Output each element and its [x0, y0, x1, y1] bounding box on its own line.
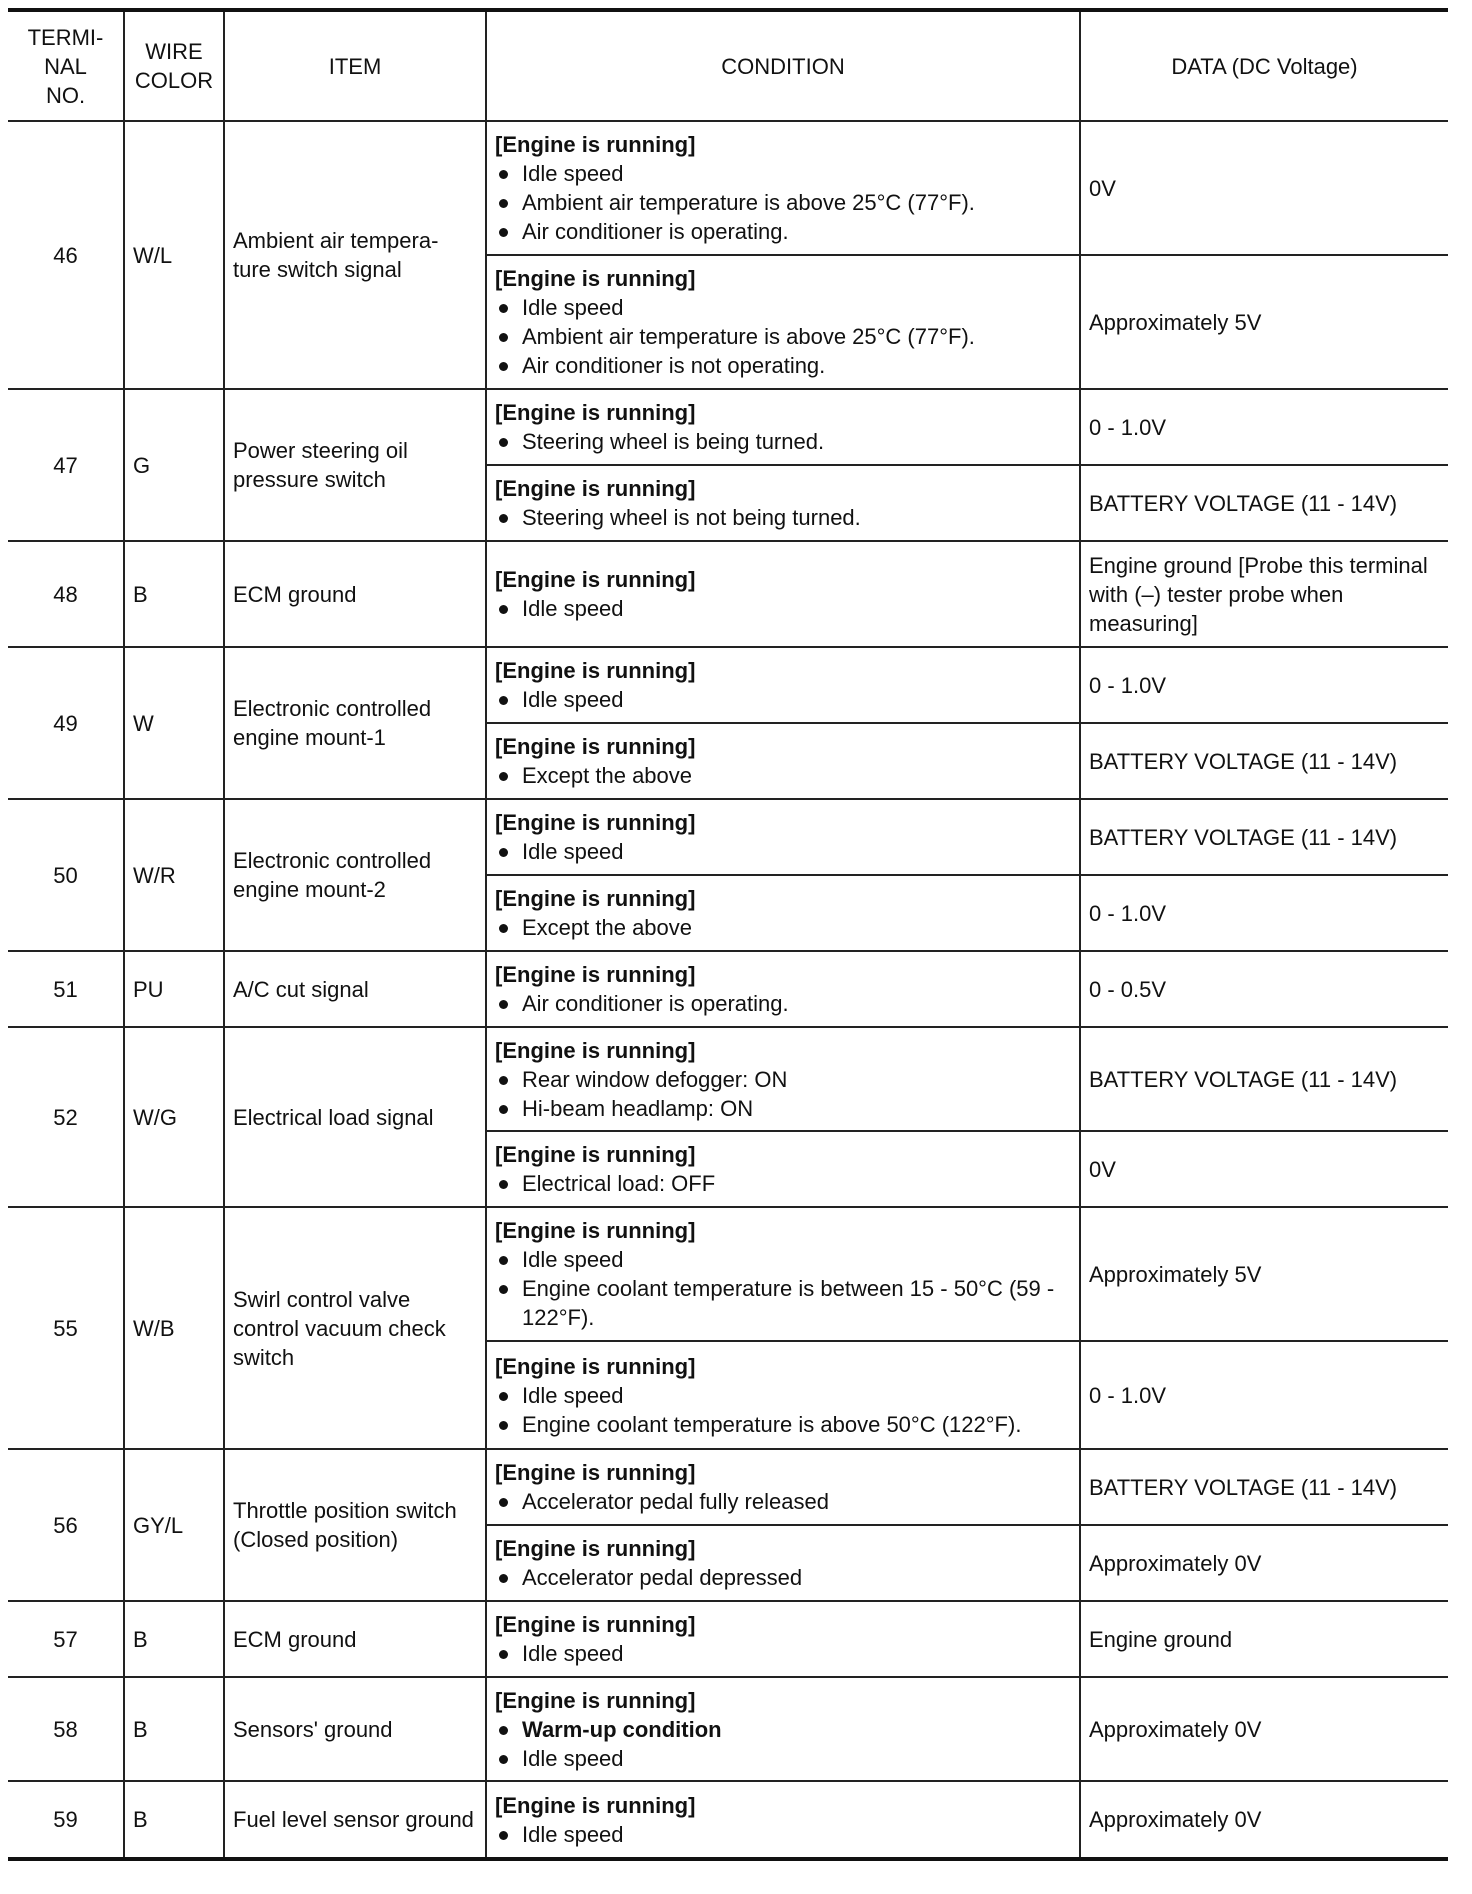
terminal-no: 50	[8, 799, 124, 951]
wire-color: GY/L	[124, 1449, 224, 1601]
item-name: Fuel level sensor ground	[224, 1781, 486, 1859]
condition-cell	[486, 1449, 1080, 1525]
data-value: Approximately 5V	[1080, 1207, 1448, 1341]
condition-bullet: Warm-up condition	[495, 1715, 1071, 1744]
condition-title: [Engine is running]	[495, 266, 696, 291]
item-name: Power steering oil pressure switch	[224, 389, 486, 541]
condition-bullet: Except the above	[495, 761, 1071, 790]
table-row	[8, 1677, 1448, 1781]
condition-bullet: Rear window defogger: ON	[495, 1065, 1071, 1094]
item-name: A/C cut signal	[224, 951, 486, 1027]
terminal-no: 55	[8, 1207, 124, 1449]
data-value: BATTERY VOLTAGE (11 - 14V)	[1080, 799, 1448, 875]
table-row	[8, 799, 1448, 875]
terminal-data-table	[8, 8, 1448, 1861]
condition-bullet: Steering wheel is being turned.	[495, 427, 1071, 456]
wire-color: G	[124, 389, 224, 541]
table-row	[8, 951, 1448, 1027]
terminal-no: 57	[8, 1601, 124, 1677]
condition-cell	[486, 1781, 1080, 1859]
terminal-no: 58	[8, 1677, 124, 1781]
condition-cell	[486, 875, 1080, 951]
condition-title: [Engine is running]	[495, 886, 696, 911]
table-row	[8, 1207, 1448, 1341]
condition-title: [Engine is running]	[495, 1687, 696, 1713]
condition-bullet: Idle speed	[495, 837, 1071, 866]
condition-bullet: Idle speed	[495, 1820, 1071, 1849]
condition-bullet: Idle speed	[495, 594, 1071, 623]
wire-color: W/B	[124, 1207, 224, 1449]
wire-color: W/R	[124, 799, 224, 951]
condition-bullet: Accelerator pedal depressed	[495, 1563, 1071, 1592]
condition-bullet: Electrical load: OFF	[495, 1169, 1071, 1198]
terminal-no: 56	[8, 1449, 124, 1601]
condition-title: [Engine is running]	[495, 1536, 696, 1561]
condition-title: [Engine is running]	[495, 1037, 696, 1063]
item-name: ECM ground	[224, 1601, 486, 1677]
terminal-no: 46	[8, 121, 124, 389]
wire-color: PU	[124, 951, 224, 1027]
condition-bullet: Idle speed	[495, 1639, 1071, 1668]
header-condition: CONDITION	[486, 10, 1080, 121]
condition-bullet: Idle speed	[495, 159, 1071, 188]
table-row	[8, 1449, 1448, 1525]
header-wire-color	[124, 10, 224, 121]
terminal-no: 49	[8, 647, 124, 799]
table-row	[8, 647, 1448, 723]
data-value: BATTERY VOLTAGE (11 - 14V)	[1080, 1449, 1448, 1525]
header-wire-line: COLOR	[134, 68, 214, 93]
terminal-no: 48	[8, 541, 124, 647]
table-row	[8, 121, 1448, 255]
condition-bullet: Idle speed	[495, 685, 1071, 714]
data-value: Approximately 0V	[1080, 1677, 1448, 1781]
header-wire-line: WIRE	[145, 39, 203, 64]
condition-cell	[486, 1131, 1080, 1207]
condition-bullet: Steering wheel is not being turned.	[495, 503, 1071, 532]
condition-title: [Engine is running]	[495, 810, 696, 835]
data-value: 0 - 1.0V	[1080, 647, 1448, 723]
data-value: 0 - 1.0V	[1080, 1341, 1448, 1449]
header-terminal-no	[8, 10, 124, 121]
table-row	[8, 1781, 1448, 1859]
condition-bullet: Idle speed	[495, 1381, 1071, 1410]
data-value: Approximately 5V	[1080, 255, 1448, 389]
data-value: Engine ground [Probe this terminal with (–) tester probe when measuring]	[1080, 541, 1448, 647]
wire-color: W/G	[124, 1027, 224, 1207]
header-item: ITEM	[224, 10, 486, 121]
item-name: Sensors' ground	[224, 1677, 486, 1781]
condition-cell	[486, 1677, 1080, 1781]
wire-color: W/L	[124, 121, 224, 389]
condition-cell	[486, 799, 1080, 875]
table-row	[8, 389, 1448, 465]
condition-title: [Engine is running]	[495, 1142, 696, 1167]
header-terminal-line: NO.	[45, 82, 86, 108]
item-name: Electronic controlled engine mount-1	[224, 647, 486, 799]
terminal-no: 51	[8, 951, 124, 1027]
condition-title: [Engine is running]	[495, 1353, 696, 1379]
condition-cell	[486, 389, 1080, 465]
data-value: Engine ground	[1080, 1601, 1448, 1677]
condition-cell	[486, 1601, 1080, 1677]
condition-title: [Engine is running]	[495, 1612, 696, 1637]
condition-title: [Engine is running]	[495, 658, 696, 683]
condition-cell	[486, 121, 1080, 255]
wire-color: B	[124, 1601, 224, 1677]
data-value: 0 - 1.0V	[1080, 875, 1448, 951]
condition-cell	[486, 1341, 1080, 1449]
condition-cell	[486, 541, 1080, 647]
wire-color: B	[124, 541, 224, 647]
condition-bullet: Ambient air temperature is above 25°C (77°F).	[495, 188, 1071, 217]
terminal-no: 52	[8, 1027, 124, 1207]
table-row	[8, 1601, 1448, 1677]
condition-bullet: Engine coolant temperature is between 15 - 50°C (59 - 122°F).	[495, 1274, 1071, 1332]
condition-cell	[486, 1525, 1080, 1601]
page	[8, 8, 1448, 1861]
item-name: Electrical load signal	[224, 1027, 486, 1207]
condition-title: [Engine is running]	[495, 962, 696, 987]
data-value: BATTERY VOLTAGE (11 - 14V)	[1080, 1027, 1448, 1131]
item-name: Electronic controlled engine mount-2	[224, 799, 486, 951]
condition-bullet: Air conditioner is operating.	[495, 989, 1071, 1018]
condition-cell	[486, 465, 1080, 541]
condition-title: [Engine is running]	[495, 567, 696, 592]
wire-color: B	[124, 1677, 224, 1781]
condition-bullet: Accelerator pedal fully released	[495, 1487, 1071, 1516]
table-row	[8, 1027, 1448, 1131]
condition-cell	[486, 1027, 1080, 1131]
condition-bullet: Air conditioner is operating.	[495, 217, 1071, 246]
item-name: Throttle position switch (Closed position)	[224, 1449, 486, 1601]
condition-title: [Engine is running]	[495, 734, 696, 759]
condition-cell	[486, 255, 1080, 389]
condition-cell	[486, 951, 1080, 1027]
condition-title: [Engine is running]	[495, 1460, 696, 1485]
condition-bullet: Except the above	[495, 913, 1071, 942]
condition-title: [Engine is running]	[495, 476, 696, 501]
condition-cell	[486, 723, 1080, 799]
header-data: DATA (DC Voltage)	[1080, 10, 1448, 121]
condition-bullet: Idle speed	[495, 1245, 1071, 1274]
condition-bullet: Air conditioner is not operating.	[495, 351, 1071, 380]
condition-cell	[486, 647, 1080, 723]
condition-title: [Engine is running]	[495, 400, 696, 425]
data-value: 0 - 0.5V	[1080, 951, 1448, 1027]
condition-bullet: Idle speed	[495, 293, 1071, 322]
header-terminal-line: NAL	[44, 53, 87, 79]
data-value: 0 - 1.0V	[1080, 389, 1448, 465]
terminal-no: 47	[8, 389, 124, 541]
data-value: Approximately 0V	[1080, 1525, 1448, 1601]
condition-cell	[486, 1207, 1080, 1341]
header-terminal-line: TERMI-	[27, 24, 104, 50]
table-header-row	[8, 10, 1448, 121]
data-value: 0V	[1080, 1131, 1448, 1207]
condition-title: [Engine is running]	[495, 1792, 696, 1818]
data-value: Approximately 0V	[1080, 1781, 1448, 1859]
item-name: Swirl control valve control vacuum check switch	[224, 1207, 486, 1449]
wire-color: W	[124, 647, 224, 799]
table-row	[8, 541, 1448, 647]
condition-title: [Engine is running]	[495, 1218, 696, 1243]
condition-bullet: Ambient air temperature is above 25°C (77°F).	[495, 322, 1071, 351]
condition-bullet: Idle speed	[495, 1744, 1071, 1773]
terminal-no: 59	[8, 1781, 124, 1859]
wire-color: B	[124, 1781, 224, 1859]
data-value: 0V	[1080, 121, 1448, 255]
condition-title: [Engine is running]	[495, 132, 696, 157]
data-value: BATTERY VOLTAGE (11 - 14V)	[1080, 465, 1448, 541]
item-name: Ambient air tempera- ture switch signal	[224, 121, 486, 389]
condition-bullet: Engine coolant temperature is above 50°C (122°F).	[495, 1410, 1071, 1439]
data-value: BATTERY VOLTAGE (11 - 14V)	[1080, 723, 1448, 799]
condition-bullet: Hi-beam headlamp: ON	[495, 1094, 1071, 1123]
item-name: ECM ground	[224, 541, 486, 647]
